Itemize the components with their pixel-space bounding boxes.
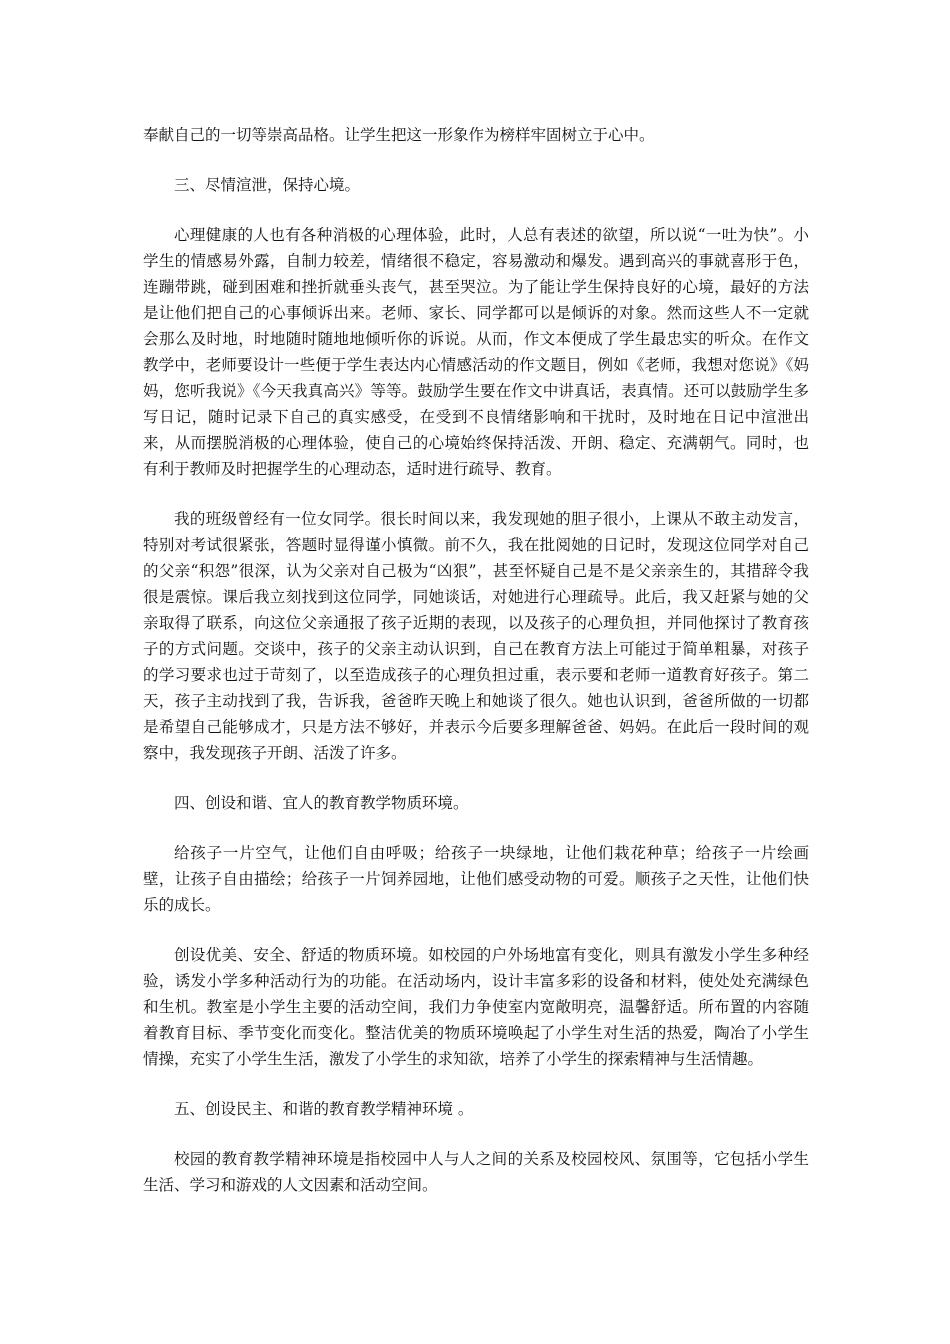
- section-heading-4: 四、创设和谐、宜人的教育教学物质环境。: [174, 794, 469, 812]
- section-heading-3: 三、尽情渲泄，保持心境。: [174, 176, 361, 194]
- section-heading-5: 五、创设民主、和谐的教育教学精神环境 。: [174, 1100, 474, 1118]
- paragraph: 心理健康的人也有各种消极的心理体验，此时，人总有表述的欲望，所以说“一吐为快”。小学生的情感易外露，自制力较差，情绪很不稳定，容易激动和爆发。遇到高兴的事就喜形于色，连蹦带跳，碰到困难和挫折就垂头丧气，甚至哭泣。为了能让学生保持良好的心境，最好的方法是让他们把自己的心事倾诉出来。老师、家长、同学都可以是倾诉的对象。然而这些人不一定就会那么及时地，时地随时随地地倾听你的诉说。从而，作文本便成了学生最忠实的听众。在作文教学中，老师要设计一些便于学生表达内心情感活动的作文题目，例如《老师，我想对您说》《妈妈，您听我说》《今天我真高兴》等等。鼓励学生要在作文中讲真话，表真情。还可以鼓励学生多写日记，随时记录下自己的真实感受，在受到不良情绪影响和干扰时，及时地在日记中渲泄出来，从而摆脱消极的心理体验，使自己的心境始终保持活泼、开朗、稳定、充满朝气。同时，也有利于教师及时把握学生的心理动态，适时进行疏导、教育。: [143, 226, 809, 478]
- document-body: [143, 122, 809, 1222]
- paragraph: 我的班级曾经有一位女同学。很长时间以来，我发现她的胆子很小，上课从不敢主动发言，特别对考试很紧张，答题时显得谨小慎微。前不久，我在批阅她的日记时，发现这位同学对自己的父亲“积怨”很深，认为父亲对自己极为“凶狠”，甚至怀疑自己是不是父亲亲生的，其措辞令我很是震惊。课后我立刻找到这位同学，同她谈话，对她进行心理疏导。此后，我又赶紧与她的父亲取得了联系，向这位父亲通报了孩子近期的表现，以及孩子的心理负担，并同他探讨了教育孩子的方式问题。交谈中，孩子的父亲主动认识到，自己在教育方法上可能过于简单粗暴，对孩子的学习要求也过于苛刻了，以至造成孩子的心理负担过重，表示要和老师一道教育好孩子。第二天，孩子主动找到了我，告诉我，爸爸昨天晚上和她谈了很久。她也认识到，爸爸所做的一切都是希望自己能够成才，只是方法不够好，并表示今后要多理解爸爸、妈妈。在此后一段时间的观察中，我发现孩子开朗、活泼了许多。: [143, 510, 809, 762]
- paragraph: 创设优美、安全、舒适的物质环境。如校园的户外场地富有变化，则具有激发小学生多种经验，诱发小学多种活动行为的功能。在活动场内，设计丰富多彩的设备和材料，使处处充满绿色和生机。教室是小学生主要的活动空间，我们力争使室内宽敞明亮，温馨舒适。所布置的内容随着教育目标、季节变化而变化。整洁优美的物质环境唤起了小学生对生活的热爱，陶冶了小学生情操，充实了小学生生活，激发了小学生的求知欲，培养了小学生的探索精神与生活情趣。: [143, 946, 809, 1068]
- paragraph: 校园的教育教学精神环境是指校园中人与人之间的关系及校园校风、氛围等，它包括小学生生活、学习和游戏的人文因素和活动空间。: [143, 1150, 809, 1194]
- paragraph-continuation: 奉献自己的一切等崇高品格。让学生把这一形象作为榜样牢固树立于心中。: [143, 126, 655, 144]
- paragraph: 给孩子一片空气，让他们自由呼吸；给孩子一块绿地，让他们栽花种草；给孩子一片绘画壁，让孩子自由描绘；给孩子一片饲养园地，让他们感受动物的可爱。顺孩子之天性，让他们快乐的成长。: [143, 844, 809, 914]
